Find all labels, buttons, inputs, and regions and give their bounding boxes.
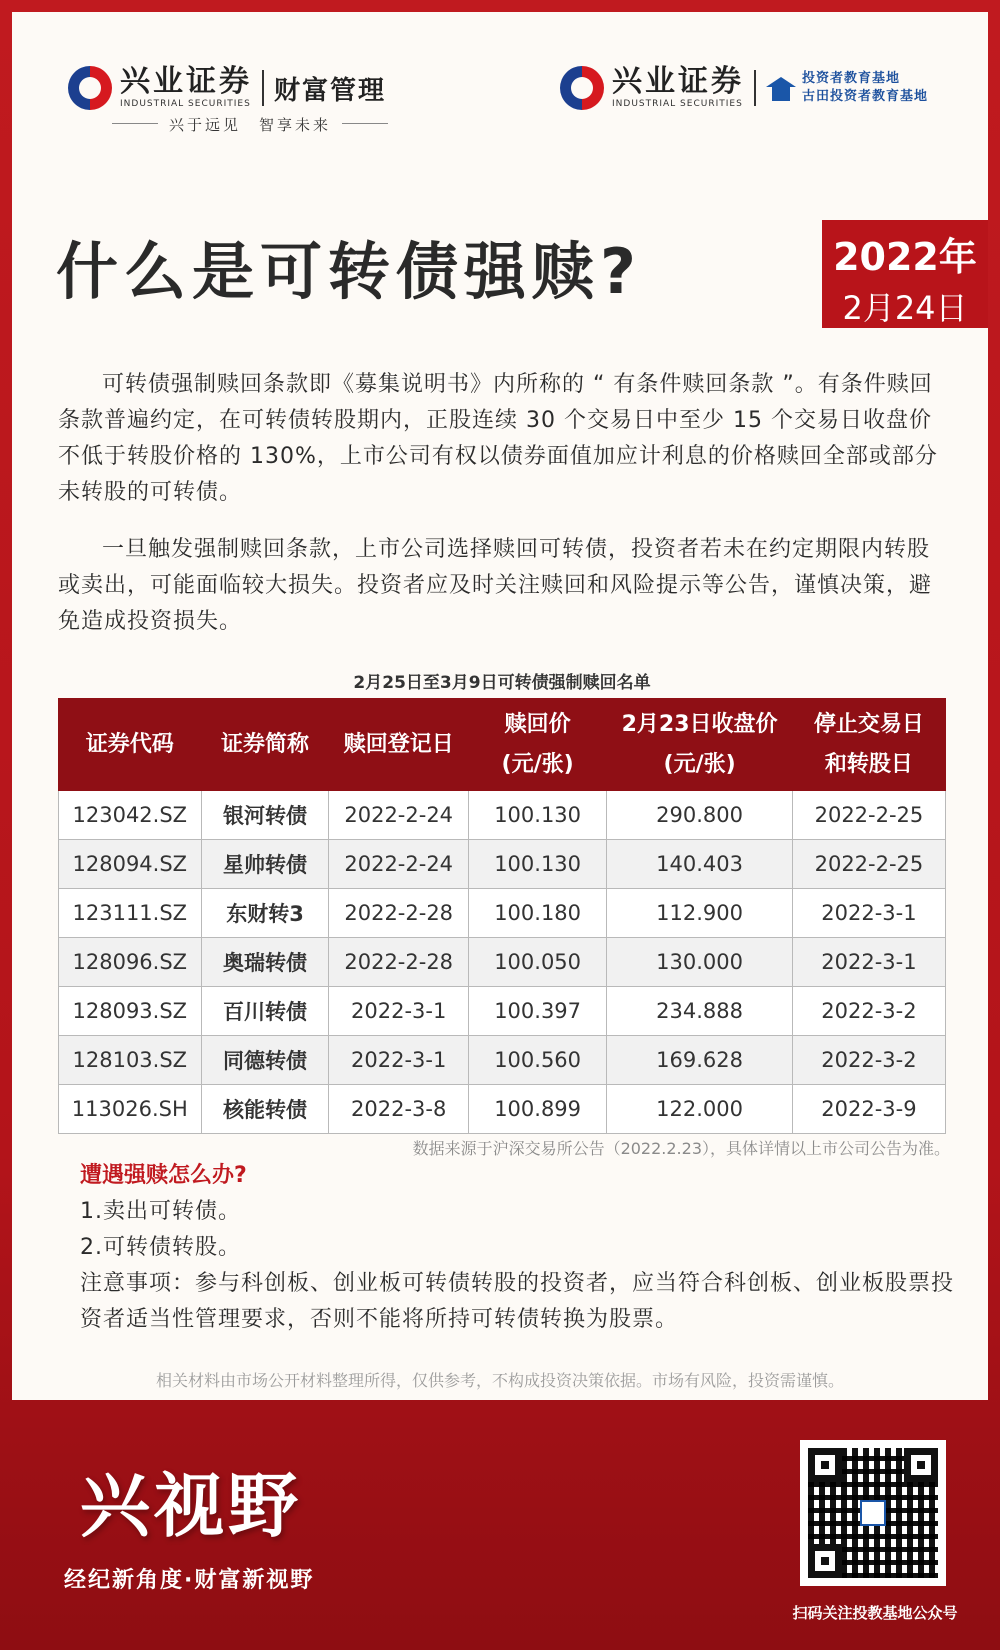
faq-answer-1: 1.卖出可转债。 xyxy=(80,1199,241,1224)
cell-redeem-price: 100.899 xyxy=(468,1085,606,1134)
header-name: 证券简称 xyxy=(201,699,329,791)
header-close-price: 2月23日收盘价 (元/张) xyxy=(607,699,793,791)
cell-stop-date: 2022-3-2 xyxy=(792,987,945,1036)
qr-logo-icon xyxy=(860,1500,886,1526)
cell-name: 东财转3 xyxy=(201,889,329,938)
cell-close-price: 169.628 xyxy=(607,1036,793,1085)
cell-stop-date: 2022-3-1 xyxy=(792,938,945,987)
cell-stop-date: 2022-3-2 xyxy=(792,1036,945,1085)
faq-section xyxy=(80,1158,960,1338)
header-record-date: 赎回登记日 xyxy=(329,699,468,791)
table-row xyxy=(59,987,946,1036)
cell-name: 奥瑞转债 xyxy=(201,938,329,987)
table-row xyxy=(59,938,946,987)
brand-logo-left xyxy=(68,58,386,118)
table-row xyxy=(59,889,946,938)
table-row xyxy=(59,791,946,840)
qr-code-icon xyxy=(808,1448,938,1578)
header-code: 证券代码 xyxy=(59,699,202,791)
brand-name-en: INDUSTRIAL SECURITIES xyxy=(612,99,743,109)
cell-close-price: 234.888 xyxy=(607,987,793,1036)
faq-answer-2: 2.可转债转股。 xyxy=(80,1235,241,1260)
table-caption: 2月25日至3月9日可转债强制赎回名单 xyxy=(353,673,651,693)
cell-code: 123111.SZ xyxy=(59,889,202,938)
divider xyxy=(754,70,756,106)
edu-base-name: 投资者教育基地 xyxy=(802,71,901,87)
date-year: 2022年 xyxy=(833,235,977,279)
brand-emblem-icon xyxy=(560,66,604,110)
disclaimer: 相关材料由市场公开材料整理所得，仅供参考，不构成投资决策依据。市场有风险，投资需谨慎。 xyxy=(155,1371,844,1390)
data-source-note: 数据来源于沪深交易所公告（2022.2.23），具体详情以上市公司公告为准。 xyxy=(412,1139,950,1158)
cell-stop-date: 2022-3-1 xyxy=(792,889,945,938)
cell-name: 核能转债 xyxy=(201,1085,329,1134)
education-base-icon xyxy=(766,73,796,103)
cell-code: 113026.SH xyxy=(59,1085,202,1134)
cell-close-price: 290.800 xyxy=(607,791,793,840)
footer-brand: 兴视野 xyxy=(80,1464,302,1547)
cell-code: 128093.SZ xyxy=(59,987,202,1036)
cell-record-date: 2022-2-28 xyxy=(329,889,468,938)
header-stop-date: 停止交易日 和转股日 xyxy=(792,699,945,791)
faq-caution: 注意事项：参与科创板、创业板可转债转股的投资者，应当符合科创板、创业板股票投资者适当性管理要求，否则不能将所持可转债转换为股票。 xyxy=(80,1271,955,1332)
cell-record-date: 2022-3-1 xyxy=(329,1036,468,1085)
cell-close-price: 130.000 xyxy=(607,938,793,987)
cell-redeem-price: 100.397 xyxy=(468,987,606,1036)
qr-code[interactable] xyxy=(800,1440,946,1586)
cell-name: 同德转债 xyxy=(201,1036,329,1085)
brand-logo-right xyxy=(560,58,928,118)
edu-base-subname: 古田投资者教育基地 xyxy=(802,89,929,104)
cell-stop-date: 2022-2-25 xyxy=(792,791,945,840)
cell-name: 银河转债 xyxy=(201,791,329,840)
slogan: 兴于远见 智享未来 xyxy=(100,114,400,135)
footer-tagline: 经纪新角度·财富新视野 xyxy=(64,1568,315,1593)
qr-label: 扫码关注投教基地公众号 xyxy=(792,1604,958,1622)
cell-record-date: 2022-3-8 xyxy=(329,1085,468,1134)
header-redeem-price: 赎回价 (元/张) xyxy=(468,699,606,791)
cell-redeem-price: 100.560 xyxy=(468,1036,606,1085)
faq-question: 遭遇强赎怎么办? xyxy=(80,1163,247,1188)
cell-close-price: 140.403 xyxy=(607,840,793,889)
table-header-row xyxy=(59,699,946,791)
risk-paragraph: 一旦触发强制赎回条款，上市公司选择赎回可转债，投资者若未在约定期限内转股或卖出，可能面临较大损失。投资者应及时关注赎回和风险提示等公告，谨慎决策，避免造成投资损失。 xyxy=(58,537,933,634)
redemption-table xyxy=(58,698,946,1134)
cell-stop-date: 2022-2-25 xyxy=(792,840,945,889)
cell-redeem-price: 100.180 xyxy=(468,889,606,938)
cell-redeem-price: 100.130 xyxy=(468,840,606,889)
brand-name: 兴业证券 xyxy=(120,64,252,99)
date-badge xyxy=(822,220,988,328)
cell-record-date: 2022-2-24 xyxy=(329,791,468,840)
intro-paragraph: 可转债强制赎回条款即《募集说明书》内所称的 “ 有条件赎回条款 ”。有条件赎回条款普遍约定，在可转债转股期内，正股连续 30 个交易日中至少 15 个交易日收盘价不低于转股价格的 130%，上市公司有权以债券面值加应计利息的价格赎回全部或部分未转股的可转债。 xyxy=(58,372,938,505)
cell-name: 星帅转债 xyxy=(201,840,329,889)
table-row xyxy=(59,1085,946,1134)
cell-record-date: 2022-3-1 xyxy=(329,987,468,1036)
cell-code: 128094.SZ xyxy=(59,840,202,889)
cell-record-date: 2022-2-24 xyxy=(329,840,468,889)
date-day: 2月24日 xyxy=(842,289,968,327)
cell-code: 123042.SZ xyxy=(59,791,202,840)
cell-redeem-price: 100.130 xyxy=(468,791,606,840)
cell-name: 百川转债 xyxy=(201,987,329,1036)
table-row xyxy=(59,840,946,889)
page-title: 什么是可转债强赎? xyxy=(56,235,642,308)
brand-name: 兴业证券 xyxy=(612,64,744,99)
cell-code: 128096.SZ xyxy=(59,938,202,987)
cell-close-price: 122.000 xyxy=(607,1085,793,1134)
cell-code: 128103.SZ xyxy=(59,1036,202,1085)
cell-close-price: 112.900 xyxy=(607,889,793,938)
brand-name-en: INDUSTRIAL SECURITIES xyxy=(120,99,251,109)
cell-record-date: 2022-2-28 xyxy=(329,938,468,987)
table-row xyxy=(59,1036,946,1085)
cell-stop-date: 2022-3-9 xyxy=(792,1085,945,1134)
divider xyxy=(262,70,264,106)
cell-redeem-price: 100.050 xyxy=(468,938,606,987)
division-name: 财富管理 xyxy=(274,75,387,106)
brand-emblem-icon xyxy=(68,66,112,110)
